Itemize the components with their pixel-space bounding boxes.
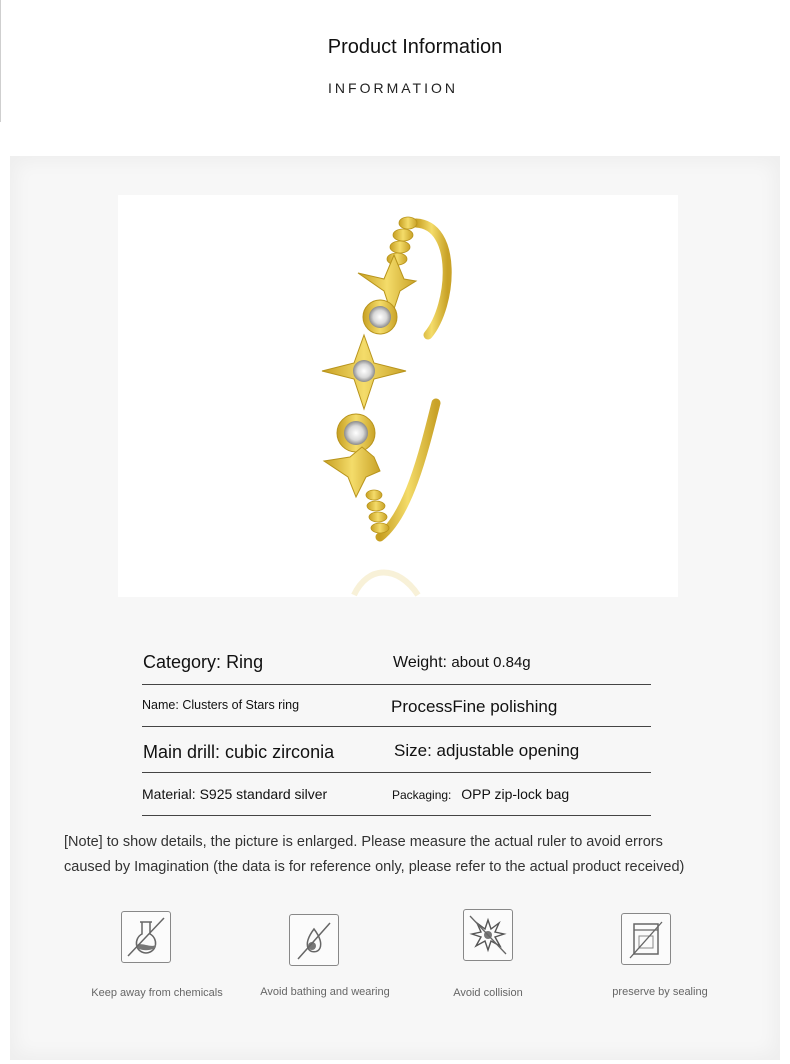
spec-value: adjustable opening (436, 741, 580, 760)
spec-process (391, 697, 557, 717)
spec-name (142, 698, 299, 712)
spec-value: Ring (226, 652, 264, 672)
spec-packaging (392, 786, 569, 802)
spec-category (143, 652, 263, 673)
page-subtitle: INFORMATION (328, 80, 458, 96)
spec-value: Clusters of Stars ring (182, 698, 300, 712)
spec-material (142, 786, 327, 802)
note-line: [Note] to show details, the picture is enlarged. Please measure the actual ruler to avoid errors (64, 834, 663, 850)
spec-weight (393, 654, 531, 672)
spec-label: Category: (143, 652, 222, 672)
spec-label: Main drill: (143, 742, 221, 762)
disclaimer-note (64, 830, 744, 880)
spec-label: Name: (142, 698, 179, 712)
spec-value: about 0.84g (451, 654, 531, 671)
spec-value: Fine polishing (452, 697, 558, 716)
ring-image (118, 195, 678, 597)
care-label: preserve by sealing (612, 986, 708, 998)
spec-label: Weight: (393, 654, 447, 671)
care-label: Keep away from chemicals (91, 987, 223, 999)
note-line: caused by Imagination (the data is for reference only, please refer to the actual product received) (64, 859, 685, 875)
no-water-icon (289, 914, 339, 966)
sealed-bag-icon (621, 913, 671, 965)
no-collision-icon (463, 909, 513, 961)
care-label: Avoid bathing and wearing (260, 986, 390, 998)
product-photo (118, 195, 678, 597)
spec-label: Size: (394, 741, 432, 760)
care-label: Avoid collision (453, 987, 523, 999)
spec-row (142, 727, 651, 773)
spec-row (142, 685, 651, 727)
spec-row (142, 640, 651, 685)
spec-label: Process (391, 697, 453, 716)
spec-value: S925 standard silver (199, 786, 328, 802)
no-chemicals-icon (121, 911, 171, 963)
spec-value: cubic zirconia (225, 742, 335, 762)
page-title: Product Information (327, 36, 503, 58)
spec-table (142, 640, 651, 816)
spec-value: OPP zip-lock bag (461, 786, 570, 802)
spec-row (142, 773, 651, 816)
left-divider (0, 0, 1, 122)
spec-main-drill (143, 742, 334, 763)
spec-size (394, 741, 579, 761)
spec-label: Material: (142, 786, 196, 802)
spec-label: Packaging: (392, 788, 452, 802)
